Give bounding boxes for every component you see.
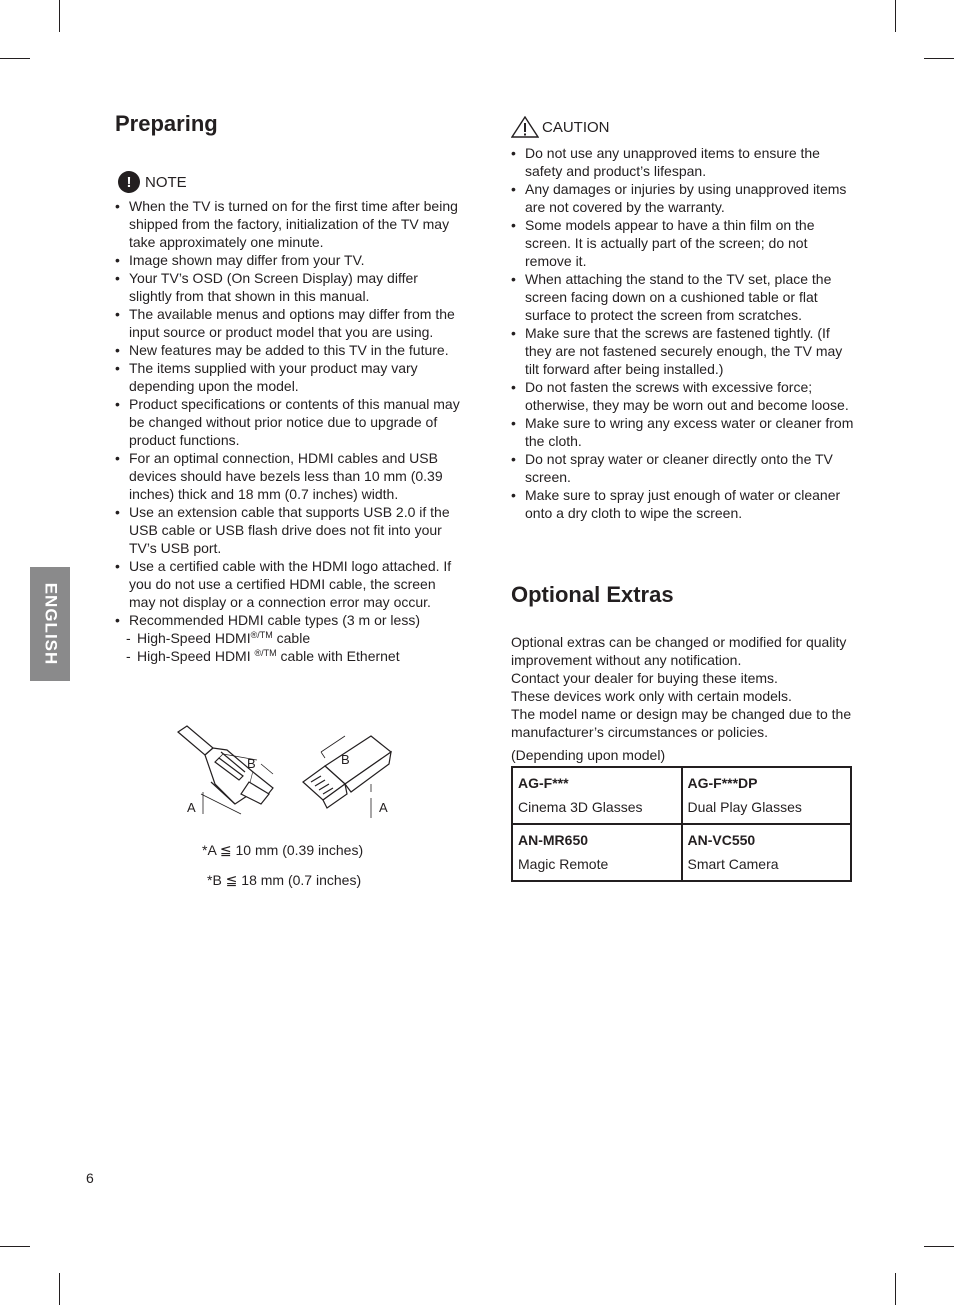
language-tab bbox=[30, 567, 70, 681]
crop-mark bbox=[895, 1273, 896, 1305]
description-line: These devices work only with certain models. bbox=[511, 688, 792, 704]
list-item: • The items supplied with your product may vary depending upon the model. bbox=[115, 359, 460, 395]
crop-mark bbox=[0, 1246, 30, 1247]
connector-dimension-diagram bbox=[175, 722, 397, 822]
table-cell bbox=[682, 767, 852, 824]
table-row bbox=[512, 824, 851, 881]
list-item: • Product specifications or contents of this manual may be changed without prior notice due to upgrade of product functions. bbox=[115, 395, 460, 449]
description-line: The model name or design may be changed due to the manufacturer’s circumstances or policies. bbox=[511, 706, 852, 740]
list-item: • Use a certified cable with the HDMI logo attached. If you do not use a certified HDMI cable, the screen may not display or a connection error may occur. bbox=[115, 557, 460, 611]
dimension-label-b: B bbox=[247, 756, 256, 771]
list-item: • Use an extension cable that supports USB 2.0 if the USB cable or USB flash drive does not fit into your TV’s USB port. bbox=[115, 503, 460, 557]
optional-extras-table bbox=[511, 766, 852, 882]
hdmi-connector-illustration bbox=[178, 726, 273, 804]
dimension-label-b: B bbox=[341, 752, 350, 767]
model-label: Smart Camera bbox=[687, 856, 779, 872]
model-code: AG-F***DP bbox=[687, 775, 758, 791]
crop-mark bbox=[0, 58, 30, 59]
model-code: AG-F*** bbox=[518, 775, 569, 791]
depending-note: (Depending upon model) bbox=[511, 747, 666, 763]
crop-mark bbox=[924, 1246, 954, 1247]
list-item: • Make sure that the screws are fastened tightly. (If they are not fastened securely enough, the TV may tilt forward after being installed.) bbox=[511, 324, 856, 378]
table-row bbox=[512, 767, 851, 824]
list-item: • Your TV’s OSD (On Screen Display) may differ slightly from that shown in this manual. bbox=[115, 269, 460, 305]
model-code: AN-VC550 bbox=[687, 832, 756, 848]
list-item: • Do not spray water or cleaner directly onto the TV screen. bbox=[511, 450, 856, 486]
cable-type-item: - High-Speed $HDMI^{®/TM}$ cable bbox=[115, 629, 460, 647]
table-cell bbox=[682, 824, 852, 881]
crop-mark bbox=[59, 1273, 60, 1305]
list-item: • When the TV is turned on for the first time after being shipped from the factory, initialization of the TV may take approximately one minute. bbox=[115, 197, 460, 251]
caution-header bbox=[511, 116, 610, 138]
list-item: • Recommended HDMI cable types (3 m or less) bbox=[115, 611, 460, 629]
caption-dimension-a: *A ≦ 10 mm (0.39 inches) bbox=[202, 842, 364, 858]
page-number: 6 bbox=[86, 1170, 94, 1186]
crop-mark bbox=[59, 0, 60, 32]
description-line: Optional extras can be changed or modified for quality improvement without any notification. bbox=[511, 634, 847, 668]
table-cell bbox=[512, 767, 682, 824]
table-cell bbox=[512, 824, 682, 881]
list-item: • When attaching the stand to the TV set, place the screen facing down on a cushioned table or flat surface to protect the screen from scratches. bbox=[511, 270, 856, 324]
crop-mark bbox=[924, 58, 954, 59]
preparing-note-list bbox=[115, 197, 460, 665]
exclamation-icon: ! bbox=[118, 171, 140, 193]
language-tab-label: ENGLISH bbox=[41, 582, 60, 666]
list-item: • Do not fasten the screws with excessive force; otherwise, they may be worn out and become loose. bbox=[511, 378, 856, 414]
model-code: AN-MR650 bbox=[518, 832, 589, 848]
usb-drive-illustration bbox=[303, 736, 391, 808]
list-item: • Make sure to spray just enough of water or cleaner onto a dry cloth to wipe the screen. bbox=[511, 486, 856, 522]
cable-type-item: - High-Speed HDMI $^{®/TM}$ cable with Ethernet bbox=[115, 647, 460, 665]
description-line: Contact your dealer for buying these items. bbox=[511, 670, 778, 686]
optional-extras-description bbox=[511, 633, 856, 741]
dimension-label-a: A bbox=[379, 800, 388, 815]
caution-list bbox=[511, 144, 856, 522]
dimension-label-a: A bbox=[187, 800, 196, 815]
list-item: • Make sure to wring any excess water or cleaner from the cloth. bbox=[511, 414, 856, 450]
caption-dimension-b: *B ≦ 18 mm (0.7 inches) bbox=[207, 872, 362, 888]
list-item: • For an optimal connection, HDMI cables and USB devices should have bezels less than 10 mm (0.39 inches) thick and 18 mm (0.7 inches) width. bbox=[115, 449, 460, 503]
model-label: Dual Play Glasses bbox=[687, 799, 802, 815]
list-item: • The available menus and options may differ from the input source or product model that you are using. bbox=[115, 305, 460, 341]
list-item: • Image shown may differ from your TV. bbox=[115, 251, 460, 269]
warning-triangle-icon bbox=[511, 116, 539, 138]
model-label: Cinema 3D Glasses bbox=[518, 799, 643, 815]
optional-extras-title: Optional Extras bbox=[511, 582, 674, 607]
list-item: • Do not use any unapproved items to ensure the safety and product’s lifespan. bbox=[511, 144, 856, 180]
list-item: • Any damages or injuries by using unapproved items are not covered by the warranty. bbox=[511, 180, 856, 216]
list-item: • New features may be added to this TV in the future. bbox=[115, 341, 460, 359]
note-label: NOTE bbox=[145, 173, 187, 191]
model-label: Magic Remote bbox=[518, 856, 609, 872]
preparing-title: Preparing bbox=[115, 111, 218, 136]
caution-label: CAUTION bbox=[542, 118, 610, 136]
note-header bbox=[118, 171, 187, 193]
crop-mark bbox=[895, 0, 896, 32]
list-item: • Some models appear to have a thin film on the screen. It is actually part of the screen; do not remove it. bbox=[511, 216, 856, 270]
